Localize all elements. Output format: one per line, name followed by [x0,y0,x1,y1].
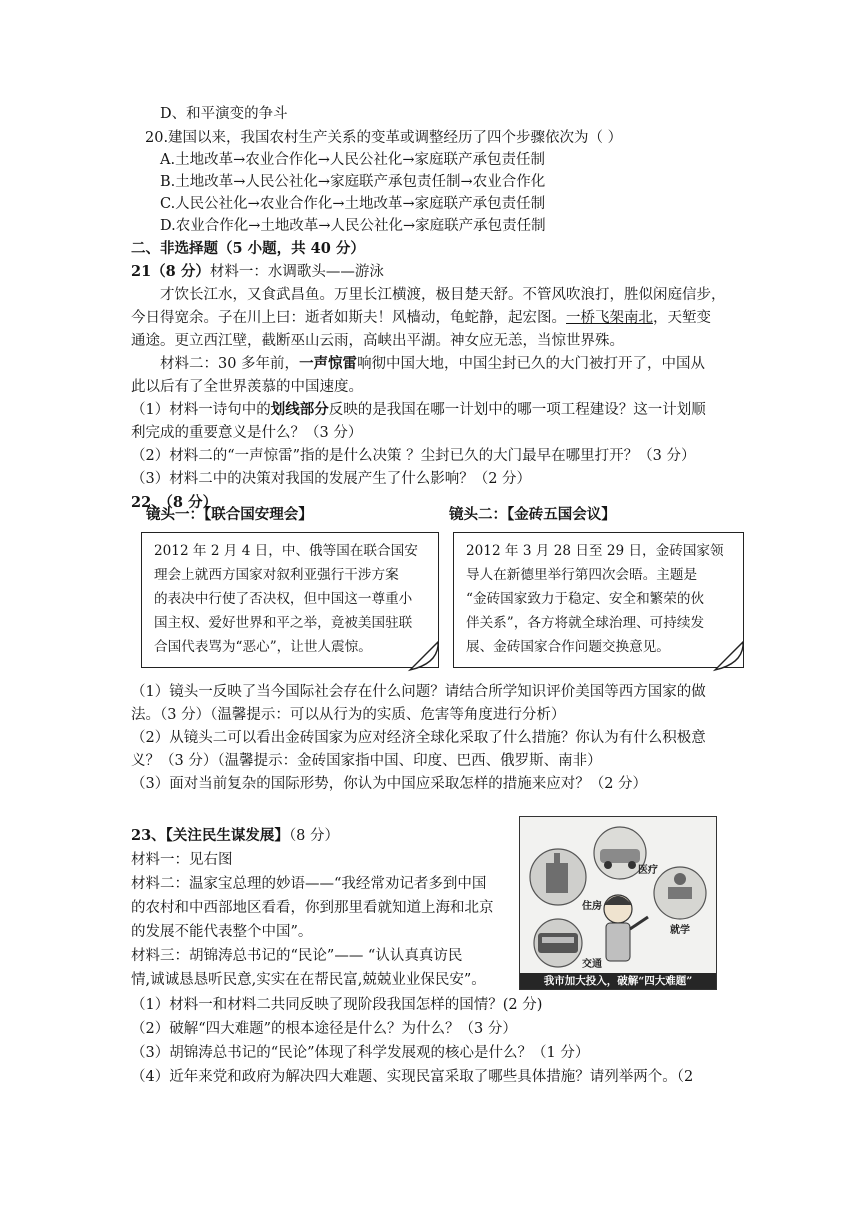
lens-1-line: 国主权、爱好世界和平之举，竟被美国驻联 [154,615,413,631]
q22-question-2-line-2: 义？（3 分）（温馨提示：金砖国家指中国、印度、巴西、俄罗斯、南非） [131,753,602,769]
lens-1-box [141,532,439,668]
figure-label-transport: 交通 [582,959,602,970]
q21-question-1 [131,400,706,420]
lens-2-line: 导人在新德里举行第四次会晤。主题是 [466,567,698,583]
q21-question-3: （3）材料二中的决策对我国的发展产生了什么影响？（2 分） [131,471,532,487]
q21-question-2: （2）材料二的“一声惊雷”指的是什么决策 ？尘封已久的大门最早在哪里打开？（3 分） [131,448,696,464]
q21-poem-line-1: 才饮长江水，又食武昌鱼。万里长江横渡，极目楚天舒。不管风吹浪打，胜似闲庭信步， [160,287,726,303]
section-heading: 二、非选择题（5 小题，共 40 分） [131,240,365,257]
q23-score: （8 分） [288,828,340,844]
q21-poem-tail: ，天堑变 [653,310,711,326]
lens-2-line: “金砖国家致力于稳定、安全和繁荣的伙 [466,591,705,607]
q21-q1-text-a: （1）材料一诗句中的 [131,402,271,418]
figure-label-housing: 住房 [582,901,602,912]
lens-1-line: 理会上就西方国家对叙利亚强行干涉方案 [154,567,399,583]
figure-caption: 我市加大投入，破解“四大难题” [520,973,716,989]
q21-underlined-phrase: 一桥飞架南北 [566,310,653,326]
q22-question-3: （3）面对当前复杂的国际形势，你认为中国应采取怎样的措施来应对？（2 分） [131,776,648,792]
q23-question-2: （2）破解“四大难题”的根本途径是什么？为什么？（3 分） [131,1021,517,1037]
q23-question-3: （3）胡锦涛总书记的“民论”体现了科学发展观的核心是什么？（1 分） [131,1045,590,1061]
q23-material-2-line-3: 的发展不能代表整个中国”。 [131,924,313,940]
q22-header: 22、（8 分） [131,494,218,511]
q23-title: 23、【关注民生谋发展】 [131,827,289,844]
lens-1-line: 合国代表骂为“恶心”，让世人震惊。 [154,639,372,655]
q23-header [131,826,339,846]
q21-header [131,262,384,282]
q20-option-a: A.土地改革→农业合作化→人民公社化→家庭联产承包责任制 [160,152,546,168]
figure-illustration [520,817,716,989]
q21-m1-label: 材料一 [209,264,254,280]
q21-m1-title: ：水调歌头——游泳 [253,264,384,280]
q22-question-1: （1）镜头一反映了当今国际社会存在什么问题？请结合所学知识评价美国等西方国家的做 [131,684,706,700]
q21-m2-bold: 一声惊雷 [299,355,358,372]
lens-1-line: 2012 年 2 月 4 日，中、俄等国在联合国安 [154,543,418,559]
q23-material-2-line-2: 的农村和中西部地区看看，你到那里看就知道上海和北京 [131,900,494,916]
page-curl-icon [707,640,747,672]
q23-question-4: （4）近年来党和政府为解决四大难题、实现民富采取了哪些具体措施？请列举两个。（2 [131,1069,694,1085]
lens-2-title: 镜头二：【金砖五国会议】 [449,506,616,523]
q23-material-1: 材料一：见右图 [131,852,233,868]
lens-2-line: 伴关系”，各方将就全球治理、可持续发 [466,615,705,631]
q20-stem: 20.建国以来，我国农村生产关系的变革或调整经历了四个步骤依次为（ ） [145,130,623,146]
q21-m2-text-b: 响彻中国大地，中国尘封已久的大门被打开了，中国从 [357,356,706,372]
q21-m2-text-a: ：30 多年前， [203,356,300,372]
q23-material-3: 材料三：胡锦涛总书记的“民论”—— “认认真真访民 [131,948,463,964]
q23-material-3-line-2: 情,诚诚恳恳听民意,实实在在帮民富,兢兢业业保民安”。 [131,972,486,988]
figure-label-medical: 医疗 [638,865,658,876]
q20-option-b: B.土地改革→人民公社化→家庭联产承包责任制→农业合作化 [160,174,546,190]
q22-question-1-line-2: 法。（3 分）（温馨提示：可以从行为的实质、危害等角度进行分析） [131,707,566,723]
q20-option-d: D.农业合作化→土地改革→人民公社化→家庭联产承包责任制 [160,218,546,234]
lens-2-box [453,532,744,668]
q21-poem-line-2 [131,308,711,328]
q21-q1-text-b: 反映的是我国在哪一计划中的哪一项工程建设？这一计划顺 [328,402,706,418]
q21-q1-bold: 划线部分 [270,401,329,418]
lens-2-line: 2012 年 3 月 28 日至 29 日，金砖国家领 [466,543,724,559]
q23-figure [519,816,717,990]
q21-question-1-line-2: 利完成的重要意义是什么？（3 分） [131,425,363,441]
q19-option-d: D、和平演变的争斗 [160,106,288,122]
q22-question-2: （2）从镜头二可以看出金砖国家为应对经济全球化采取了什么措施？你认为有什么积极意 [131,730,706,746]
q21-material-2 [160,354,705,374]
q21-m2-label: 材料二 [160,356,204,372]
lens-1-title: 镜头一：【联合国安理会】 [146,506,313,523]
page-curl-icon [402,640,442,672]
q23-question-1: （1）材料一和材料二共同反映了现阶段我国怎样的国情？(2 分) [131,997,543,1013]
lens-1-line: 的表决中行使了否决权，但中国这一尊重小 [154,591,413,607]
q21-material-2-line-2: 此以后有了全世界羡慕的中国速度。 [131,379,363,395]
q23-material-2: 材料二：温家宝总理的妙语——“我经常劝记者多到中国 [131,876,487,892]
figure-label-schooling: 就学 [670,925,690,936]
q21-poem-line-3: 通途。更立西江壁，截断巫山云雨，高峡出平湖。神女应无恙，当惊世界殊。 [131,333,624,349]
lens-2-line: 展、金砖国家合作问题交换意见。 [466,639,670,655]
q20-option-c: C.人民公社化→农业合作化→土地改革→家庭联产承包责任制 [160,196,546,212]
q21-poem-text: 今日得宽余。子在川上曰：逝者如斯夫！风樯动，龟蛇静，起宏图。 [131,310,566,326]
q21-number: 21（8 分） [131,263,210,280]
